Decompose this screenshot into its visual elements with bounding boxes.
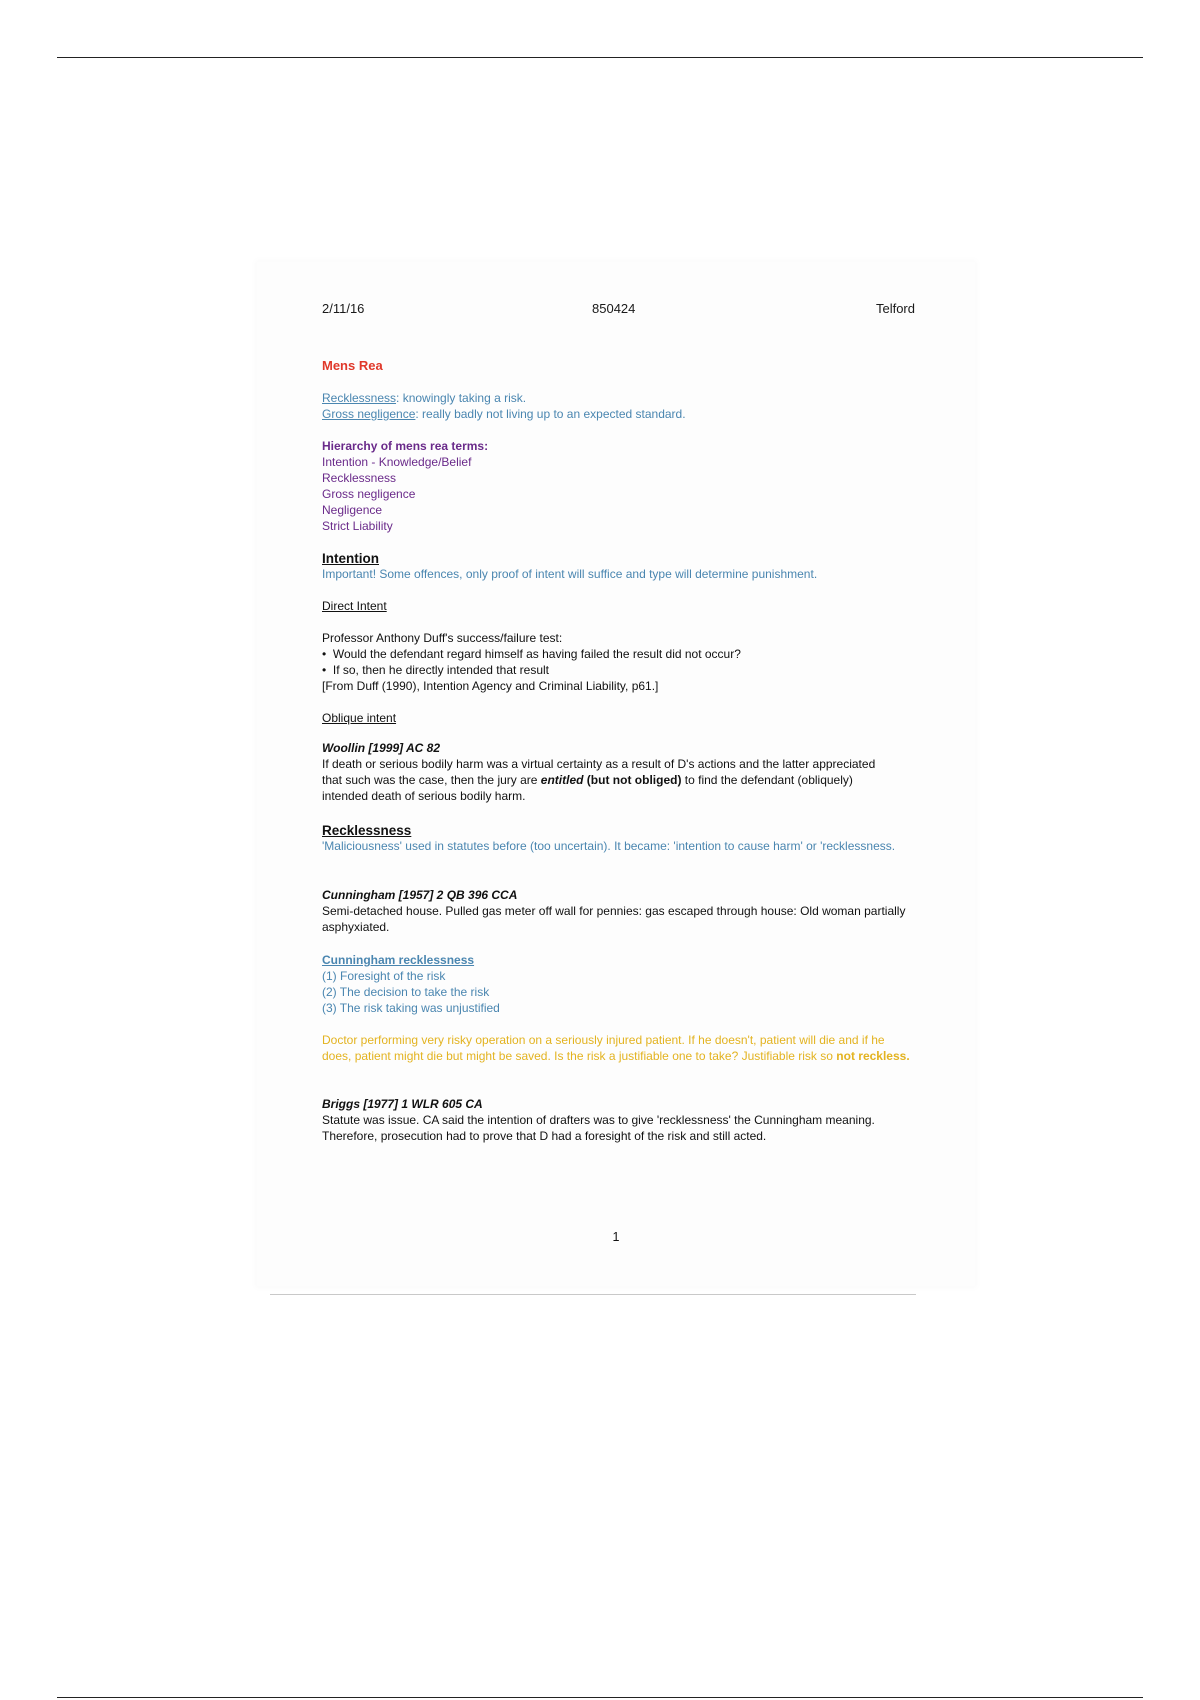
oblique-intent-heading: Oblique intent bbox=[322, 711, 397, 725]
doctor-example-text: Doctor performing very risky operation on a seriously injured patient. If he doesn't, patient will die and if he does, patient might die but might be saved. Is the risk a justifiable one to take? Justifiable risk so bbox=[322, 1033, 885, 1064]
definition-recklessness bbox=[322, 390, 526, 406]
woollin-text bbox=[322, 756, 892, 805]
briggs-text: Statute was issue. CA said the intention of drafters was to give 'recklessness' the Cunningham meaning. Therefore, prosecution had to prove that D had a foresight of the risk and still acted. bbox=[322, 1113, 875, 1144]
doctor-example-conclusion: not reckless. bbox=[836, 1049, 910, 1064]
cunningham-text: Semi-detached house. Pulled gas meter off wall for pennies: gas escaped through house: Old woman partially asphyxiated. bbox=[322, 904, 906, 935]
definition-term: Recklessness bbox=[322, 391, 397, 405]
hierarchy-item: Strict Liability bbox=[322, 519, 393, 533]
woollin-text-part: If death or serious bodily harm was a virtual certainty as a result of D's actions and the latter appreciated that such was the case, then the jury are bbox=[322, 757, 876, 788]
doctor-example bbox=[322, 1032, 916, 1064]
header-name: Telford bbox=[875, 301, 915, 316]
definition-gross-negligence bbox=[322, 406, 686, 422]
definition-text: : really badly not living up to an expected standard. bbox=[415, 407, 686, 421]
definition-term: Gross negligence bbox=[322, 407, 416, 421]
bullet-icon: • bbox=[322, 663, 333, 677]
hierarchy-item: Negligence bbox=[322, 503, 383, 517]
cunningham-step: (3) The risk taking was unjustified bbox=[322, 1001, 500, 1015]
document-page bbox=[257, 262, 975, 1286]
hierarchy-item: Intention - Knowledge/Belief bbox=[322, 455, 472, 469]
duff-bullet-text: Would the defendant regard himself as having failed the result did not occur? bbox=[332, 647, 741, 661]
page-bottom-rule bbox=[270, 1294, 916, 1295]
duff-bullet bbox=[322, 662, 549, 678]
duff-bullet bbox=[322, 646, 741, 662]
recklessness-heading: Recklessness bbox=[322, 823, 412, 838]
woollin-entitled: entitled bbox=[540, 773, 584, 788]
cunningham-step: (2) The decision to take the risk bbox=[322, 985, 490, 999]
intention-heading: Intention bbox=[322, 551, 379, 566]
recklessness-note: 'Maliciousness' used in statutes before (too uncertain). It became: 'intention to cause harm' or 'recklessness. bbox=[322, 839, 896, 853]
cunningham-step: (1) Foresight of the risk bbox=[322, 969, 446, 983]
briggs-case: Briggs [1977] 1 WLR 605 CA bbox=[322, 1097, 483, 1111]
hierarchy-heading: Hierarchy of mens rea terms: bbox=[322, 439, 489, 453]
woollin-not-obliged: (but not obliged) bbox=[583, 773, 682, 788]
direct-intent-heading: Direct Intent bbox=[322, 599, 387, 613]
woollin-case: Woollin [1999] AC 82 bbox=[322, 741, 441, 755]
intention-note: Important! Some offences, only proof of intent will suffice and type will determine punishment. bbox=[322, 567, 818, 581]
hierarchy-item: Recklessness bbox=[322, 471, 397, 485]
header-id: 850424 bbox=[592, 301, 636, 316]
page-number: 1 bbox=[612, 1230, 620, 1244]
duff-bullet-text: If so, then he directly intended that result bbox=[332, 663, 550, 677]
hierarchy-item: Gross negligence bbox=[322, 487, 416, 501]
cunningham-recklessness-heading: Cunningham recklessness bbox=[322, 953, 475, 967]
cunningham-case: Cunningham [1957] 2 QB 396 CCA bbox=[322, 888, 518, 902]
duff-source: [From Duff (1990), Intention Agency and Criminal Liability, p61.] bbox=[322, 679, 659, 693]
duff-intro: Professor Anthony Duff's success/failure test: bbox=[322, 631, 563, 645]
page-title: Mens Rea bbox=[322, 358, 383, 373]
bullet-icon: • bbox=[322, 647, 333, 661]
bottom-rule bbox=[57, 1697, 1143, 1698]
top-rule bbox=[57, 57, 1143, 58]
header-date: 2/11/16 bbox=[322, 301, 365, 316]
definition-text: : knowingly taking a risk. bbox=[396, 391, 527, 405]
woollin-text-part: to find the defendant (obliquely) intended death of serious bodily harm. bbox=[322, 773, 853, 804]
